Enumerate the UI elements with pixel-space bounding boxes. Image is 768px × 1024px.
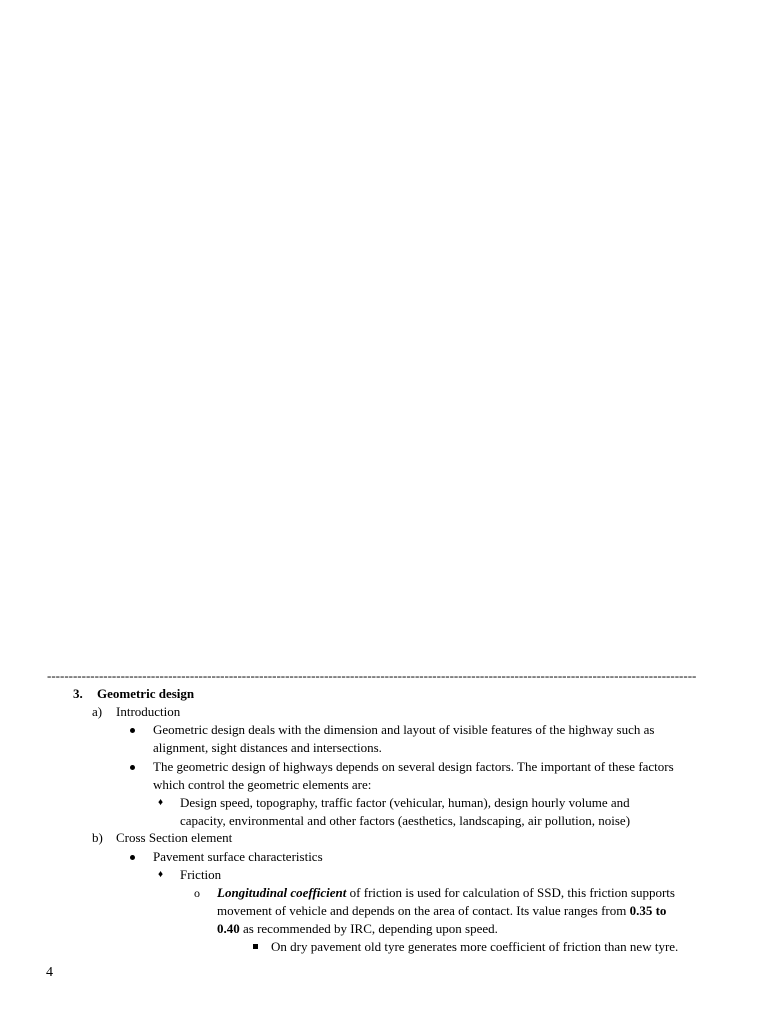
longitudinal-coefficient-line-2: [217, 902, 666, 920]
intro-bullet-2-line-1: The geometric design of highways depends on several design factors. The important of these factors: [153, 759, 674, 774]
circle-bullet-icon: o: [194, 886, 200, 900]
bullet-icon: [130, 728, 135, 733]
friction-range-start: 0.35 to: [629, 903, 667, 918]
subsection-a-title: Introduction: [116, 704, 181, 719]
square-bullet-icon: [253, 944, 258, 949]
longitudinal-coefficient-line-1: [217, 884, 675, 902]
longitudinal-coefficient-text: of friction is used for calculation of SSD, this friction supports: [346, 885, 675, 900]
subsection-a-marker: a): [92, 704, 103, 719]
intro-bullet-1-line-2: alignment, sight distances and intersections.: [153, 740, 382, 755]
longitudinal-coefficient-line-3: [217, 920, 498, 938]
section-title: Geometric design: [97, 686, 195, 701]
diamond-bullet-icon: ♦: [158, 869, 164, 880]
bullet-icon: [130, 765, 135, 770]
section-number: 3.: [73, 686, 83, 701]
section-divider: ------------------------------------------------------------------------------------------------------------------------------------------------------: [47, 669, 697, 683]
bullet-icon: [130, 855, 135, 860]
page-number: 4: [46, 965, 53, 980]
longitudinal-coefficient-text-3: as recommended by IRC, depending upon speed.: [239, 921, 498, 936]
subsection-b-marker: b): [92, 830, 103, 845]
intro-sub-bullet-line-1: Design speed, topography, traffic factor (vehicular, human), design hourly volume and: [180, 795, 630, 810]
dry-pavement-note: On dry pavement old tyre generates more coefficient of friction than new tyre.: [271, 939, 679, 954]
friction-range-end: 0.40: [217, 921, 240, 936]
diamond-bullet-icon: ♦: [158, 797, 164, 808]
longitudinal-coefficient-term: Longitudinal coefficient: [217, 885, 347, 900]
intro-bullet-1-line-1: Geometric design deals with the dimension and layout of visible features of the highway such as: [153, 722, 655, 737]
longitudinal-coefficient-text-2: movement of vehicle and depends on the area of contact. Its value ranges from: [217, 903, 630, 918]
cross-section-bullet-1: Pavement surface characteristics: [153, 849, 323, 864]
subsection-b-title: Cross Section element: [116, 830, 233, 845]
intro-sub-bullet-line-2: capacity, environmental and other factors (aesthetics, landscaping, air pollution, noise): [180, 813, 631, 828]
intro-bullet-2-line-2: which control the geometric elements are:: [153, 777, 372, 792]
friction-label: Friction: [180, 867, 222, 882]
